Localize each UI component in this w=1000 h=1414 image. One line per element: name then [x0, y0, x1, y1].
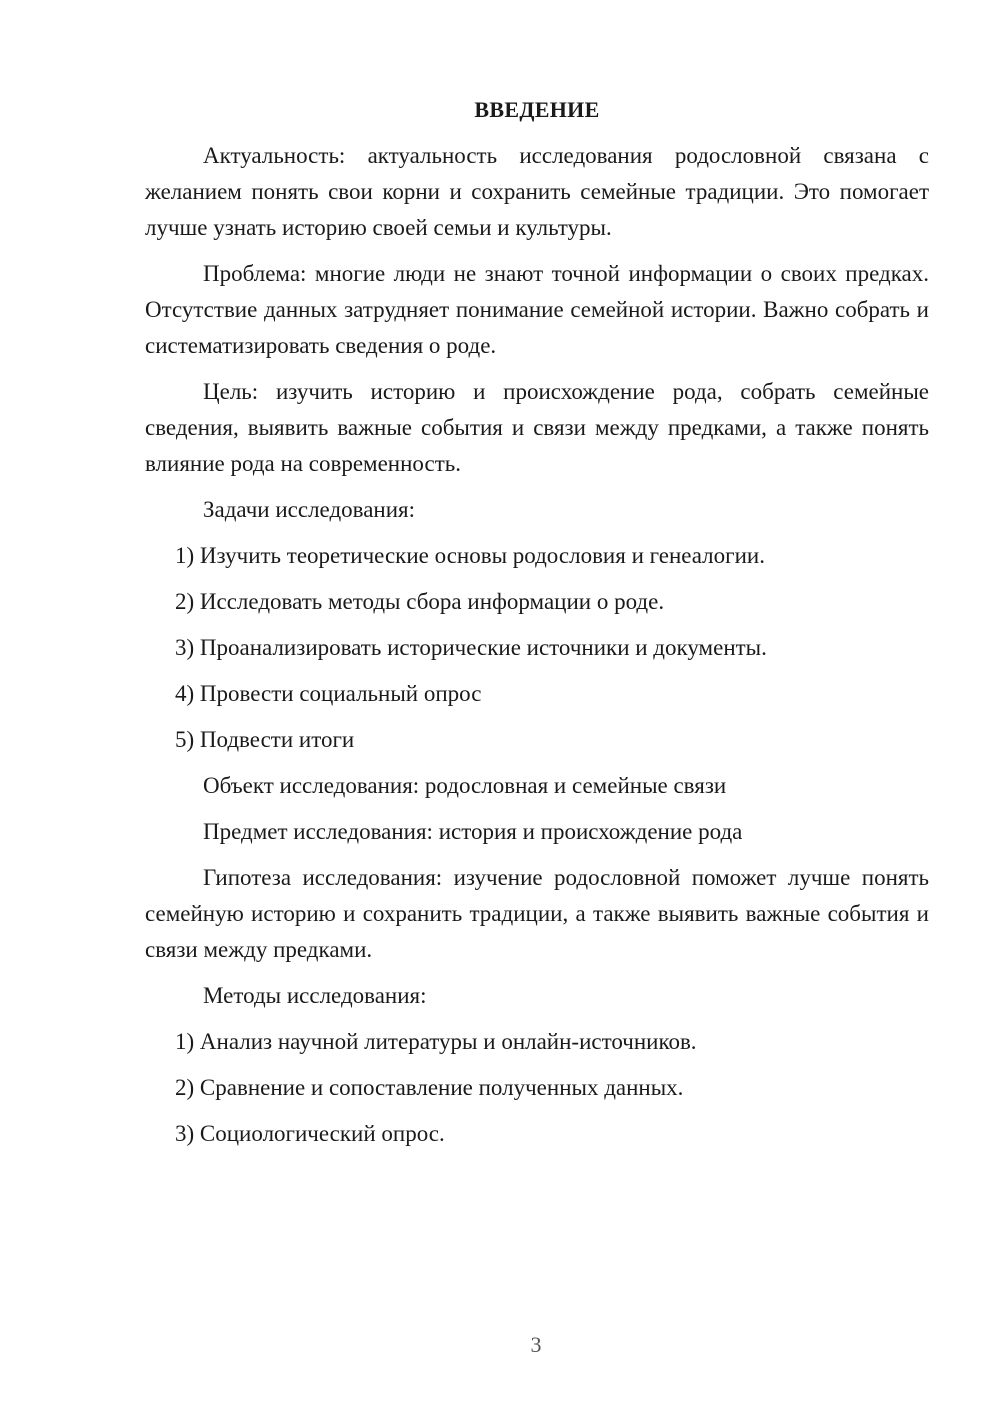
tasks-heading: Задачи исследования: — [203, 497, 416, 522]
relevance-paragraph: Актуальность: актуальность исследования родословной связана с желанием понять свои корни и сохранить семейные традиции. Это помогает лучше узнать историю своей семьи и культуры. — [145, 143, 929, 240]
section-title: ВВЕДЕНИЕ — [474, 97, 600, 122]
list-item: 3) Социологический опрос. — [175, 1121, 445, 1146]
list-item: 3) Проанализировать исторические источники и документы. — [175, 635, 767, 660]
hypothesis-paragraph: Гипотеза исследования: изучение родословной поможет лучше понять семейную историю и сохранить традиции, а также выявить важные события и связи между предками. — [145, 865, 929, 962]
tasks-list — [145, 538, 929, 758]
methods-list — [145, 1024, 929, 1152]
page-number: 3 — [530, 1332, 542, 1357]
goal-paragraph: Цель: изучить историю и происхождение рода, собрать семейные сведения, выявить важные события и связи между предками, а также понять влияние рода на современность. — [145, 379, 929, 476]
list-item: 4) Провести социальный опрос — [175, 681, 482, 706]
document-page — [145, 92, 929, 1162]
object-line: Объект исследования: родословная и семейные связи — [203, 773, 727, 798]
problem-paragraph: Проблема: многие люди не знают точной информации о своих предках. Отсутствие данных затрудняет понимание семейной истории. Важно собрать и систематизировать сведения о роде. — [145, 261, 929, 358]
list-item: 2) Сравнение и сопоставление полученных данных. — [175, 1075, 684, 1100]
subject-line: Предмет исследования: история и происхождение рода — [203, 819, 743, 844]
methods-heading: Методы исследования: — [203, 983, 427, 1008]
list-item: 5) Подвести итоги — [175, 727, 355, 752]
list-item: 2) Исследовать методы сбора информации о роде. — [175, 589, 665, 614]
list-item: 1) Изучить теоретические основы родословия и генеалогии. — [175, 543, 765, 568]
list-item: 1) Анализ научной литературы и онлайн-источников. — [175, 1029, 697, 1054]
